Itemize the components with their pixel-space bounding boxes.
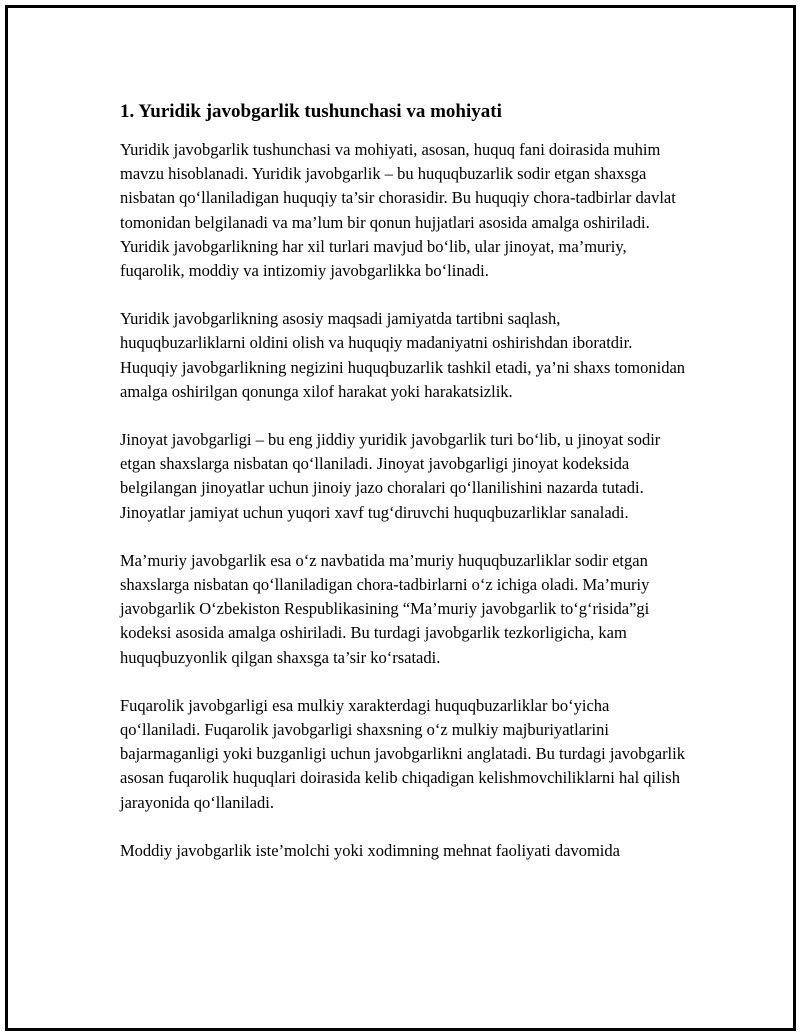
paragraph-purpose: Yuridik javobgarlikning asosiy maqsadi jamiyatda tartibni saqlash, huquqbuzarliklarni oldini olish va huquqiy madaniyatni oshirishdan iboratdir. Huquqiy javobgarlikning negizini huquqbuzarlik tashkil etadi, ya’ni shaxs tomonidan amalga oshirilgan qonunga xilof harakat yoki harakatsizlik. (120, 309, 686, 401)
paragraph-definition: Yuridik javobgarlik tushunchasi va mohiyati, asosan, huquq fani doirasida muhim mavzu hisoblanadi. Yuridik javobgarlik – bu huquqbuzarlik sodir etgan shaxsga nisbatan qo‘llaniladigan huquqiy ta’sir chorasidir. Bu huquqiy chora-tadbirlar davlat tomonidan belgilanadi va ma’lum bir qonun hujjatlari asosida amalga oshiriladi. Yuridik javobgarlikning har xil turlari mavjud bo‘lib, ular jinoyat, ma’muriy, fuqarolik, moddiy va intizomiy javobgarlikka bo‘linadi. (120, 140, 676, 281)
paragraph-civil-liability: Fuqarolik javobgarligi esa mulkiy xarakterdagi huquqbuzarliklar bo‘yicha qo‘llaniladi. Fuqarolik javobgarligi shaxsning o‘z mulkiy majburiyatlarini bajarmaganligi yoki buzganligi uchun javobgarlikni anglatadi. Bu turdagi javobgarlik asosan fuqarolik huquqlari doirasida kelib chiqadigan kelishmovchiliklarni hal qilish jarayonida qo‘llaniladi. (120, 695, 685, 812)
paragraph-criminal-liability: Jinoyat javobgarligi – bu eng jiddiy yuridik javobgarlik turi bo‘lib, u jinoyat sodir etgan shaxslarga nisbatan qo‘llaniladi. Jinoyat javobgarligi jinoyat kodeksida belgilangan jinoyatlar uchun jinoiy jazo choralari qo‘llanilishini nazarda tutadi. Jinoyatlar jamiyat uchun yuqori xavf tug‘diruvchi huquqbuzarliklar sanaladi. (120, 430, 661, 522)
page-frame (5, 5, 796, 1031)
paragraph-administrative-liability: Ma’muriy javobgarlik esa o‘z navbatida ma’muriy huquqbuzarliklar sodir etgan shaxslarga nisbatan qo‘llaniladigan chora-tadbirlarni o‘z ichiga oladi. Ma’muriy javobgarlik O‘zbekiston Respublikasining “Ma’muriy javobgarlik to‘g‘risida”gi kodeksi asosida amalga oshiriladi. Bu turdagi javobgarlik tezkorligicha, kam huquqbuzyonlik qilgan shaxsga ta’sir ko‘rsatadi. (120, 550, 650, 667)
document-body (120, 100, 690, 887)
section-heading: 1. Yuridik javobgarlik tushunchasi va mohiyati (120, 101, 502, 122)
paragraph-material-liability: Moddiy javobgarlik iste’molchi yoki xodimning mehnat faoliyati davomida (120, 840, 620, 860)
